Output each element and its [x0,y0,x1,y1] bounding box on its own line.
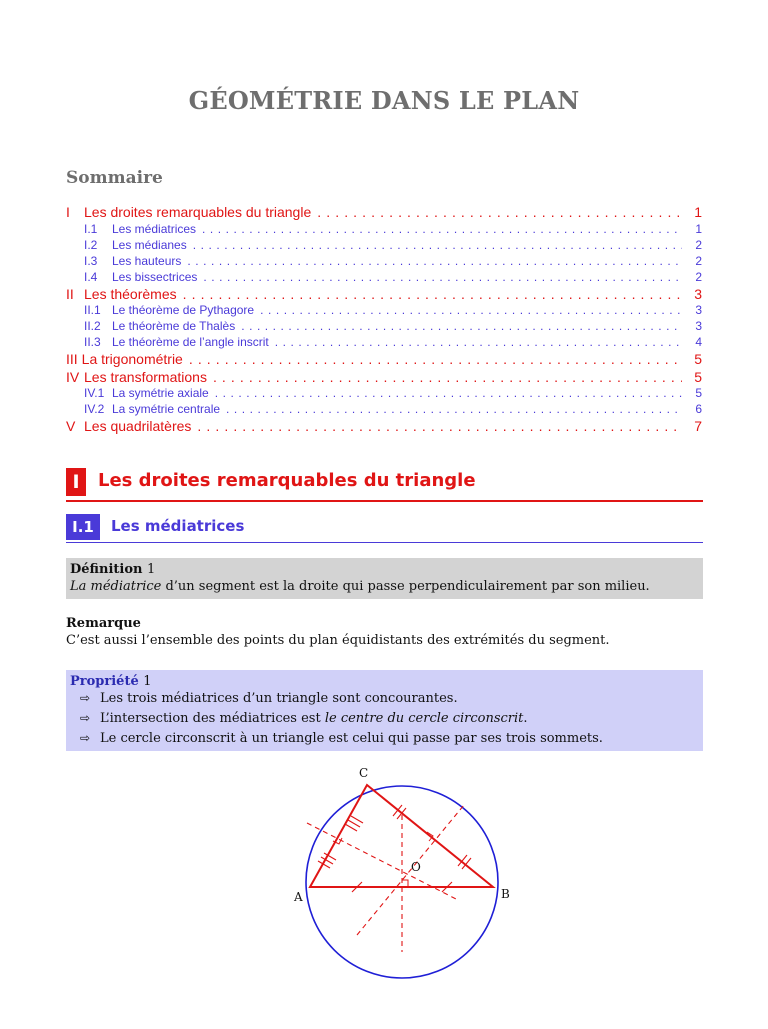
toc-entry[interactable] [66,303,702,319]
toc-leader-dots [317,204,682,220]
toc-entry-label: Le théorème de Pythagore [112,303,255,317]
arrow-right-icon: ⇨ [80,691,91,705]
toc-leader-dots [183,286,682,302]
definition-term: La médiatrice [70,579,162,594]
toc-entry-label: Les médianes [112,237,187,252]
toc-entry-number: IV.2 [84,402,105,416]
toc-entry-label: Le théorème de l’angle inscrit [112,335,269,349]
toc-entry-page: 3 [695,319,702,333]
toc-leader-dots [260,303,682,317]
toc-entry[interactable] [66,351,702,369]
arrow-right-icon: ⇨ [80,711,91,725]
property-box [66,670,703,751]
toc-entry-page: 4 [695,335,702,349]
toc-entry-number: I.2 [84,237,98,252]
toc-entry-label: La trigonométrie [81,351,183,367]
toc-leader-dots [187,254,682,268]
perpendicular-bisectors [307,805,464,952]
toc-leader-dots [189,351,682,367]
toc-leader-dots [202,222,682,236]
toc-entry-page: 3 [694,285,702,302]
arrow-right-icon: ⇨ [80,731,91,745]
label-c: C [359,766,369,780]
remark-heading: Remarque [66,616,141,631]
toc-entry-page: 2 [695,237,702,252]
toc-entry-page: 5 [694,351,702,367]
toc-entry[interactable] [66,270,702,286]
section-number-badge: I [66,468,86,496]
toc-leader-dots [241,319,682,333]
toc-entry[interactable] [66,204,702,222]
toc-entry-label: Les quadrilatères [84,418,192,434]
document-title: GÉOMÉTRIE DANS LE PLAN [188,86,580,115]
toc-entry-page: 1 [695,221,702,236]
definition-heading [70,562,155,577]
toc-entry-number: I.4 [84,269,98,284]
property-number: 1 [143,674,152,689]
toc-entry[interactable] [66,286,702,304]
label-a: A [294,890,303,904]
toc-entry-number: IV [66,368,80,385]
property-item-text: L’intersection des médiatrices est [100,711,325,726]
toc-leader-dots [213,369,682,385]
toc-entry-label: La symétrie centrale [112,402,221,416]
toc-entry[interactable] [66,418,702,436]
subsection-heading [66,514,703,543]
toc-entry[interactable] [66,402,702,418]
toc-entry-page: 2 [695,253,702,268]
toc-leader-dots [275,335,682,349]
toc-entry-page: 5 [695,386,702,400]
subsection-title: Les médiatrices [111,517,245,535]
toc-leader-dots [197,418,682,434]
table-of-contents [66,204,702,436]
property-item [80,731,603,749]
property-item-text: Les trois médiatrices d’un triangle sont concourantes. [100,691,458,706]
toc-entry-number: I [66,204,70,220]
toc-entry-page: 1 [694,204,702,220]
remark-text: C’est aussi l’ensemble des points du plan équidistants des extrémités du segment. [66,633,610,648]
label-o: O [411,860,421,874]
toc-entry-number: V [66,418,76,434]
circumcircle-diagram [280,760,520,1024]
toc-leader-dots [215,386,682,400]
toc-entry[interactable] [66,222,702,238]
toc-entry-label: La symétrie axiale [112,386,209,400]
toc-entry-label: Les transformations [84,368,207,385]
toc-entry-page: 6 [695,402,702,416]
toc-entry-number: II.1 [84,303,101,317]
toc-entry-number: II.3 [84,335,101,349]
toc-entry[interactable] [66,335,702,351]
toc-leader-dots [203,270,682,284]
toc-entry-number: II.2 [84,319,101,333]
property-item-tail: . [523,711,528,726]
property-label: Propriété [70,674,139,689]
toc-entry-number: IV.1 [84,386,105,400]
toc-entry-label: Les hauteurs [112,253,182,268]
definition-label: Définition [70,562,143,577]
toc-leader-dots [226,402,682,416]
subsection-number-badge: I.1 [66,514,100,540]
toc-entry[interactable] [66,369,702,387]
section-title: Les droites remarquables du triangle [98,470,476,491]
property-item [80,691,458,709]
toc-entry-page: 5 [694,368,702,385]
circumcircle-figure [280,760,520,1024]
property-item [80,711,528,729]
definition-text [70,579,650,594]
toc-entry[interactable] [66,319,702,335]
toc-entry[interactable] [66,254,702,270]
toc-entry-number: II [66,285,74,302]
toc-entry-label: Les théorèmes [84,285,177,302]
tick-marks [318,805,471,892]
definition-body: d’un segment est la droite qui passe perpendiculairement par son milieu. [161,579,650,594]
definition-number: 1 [146,562,156,577]
toc-entry-page: 7 [694,418,702,434]
toc-entry[interactable] [66,238,702,254]
toc-entry-number: I.1 [84,221,98,236]
label-b: B [501,887,510,901]
toc-entry[interactable] [66,386,702,402]
toc-entry-number: III [66,351,78,367]
property-item-text: Le cercle circonscrit à un triangle est celui qui passe par ses trois sommets. [100,731,603,746]
toc-entry-label: Les bissectrices [112,269,198,284]
toc-entry-page: 3 [695,303,702,317]
section-heading [66,468,703,502]
toc-entry-page: 2 [695,269,702,284]
property-item-emphasis: le centre du cercle circonscrit [324,711,524,726]
toc-heading: Sommaire [66,168,163,188]
property-heading [70,674,152,689]
toc-entry-number: I.3 [84,253,98,268]
toc-entry-label: Le théorème de Thalès [112,319,236,333]
toc-entry-label: Les droites remarquables du triangle [84,204,312,220]
definition-box [66,558,703,599]
toc-leader-dots [193,238,682,252]
remark-block [66,616,610,648]
toc-entry-label: Les médiatrices [112,221,197,236]
